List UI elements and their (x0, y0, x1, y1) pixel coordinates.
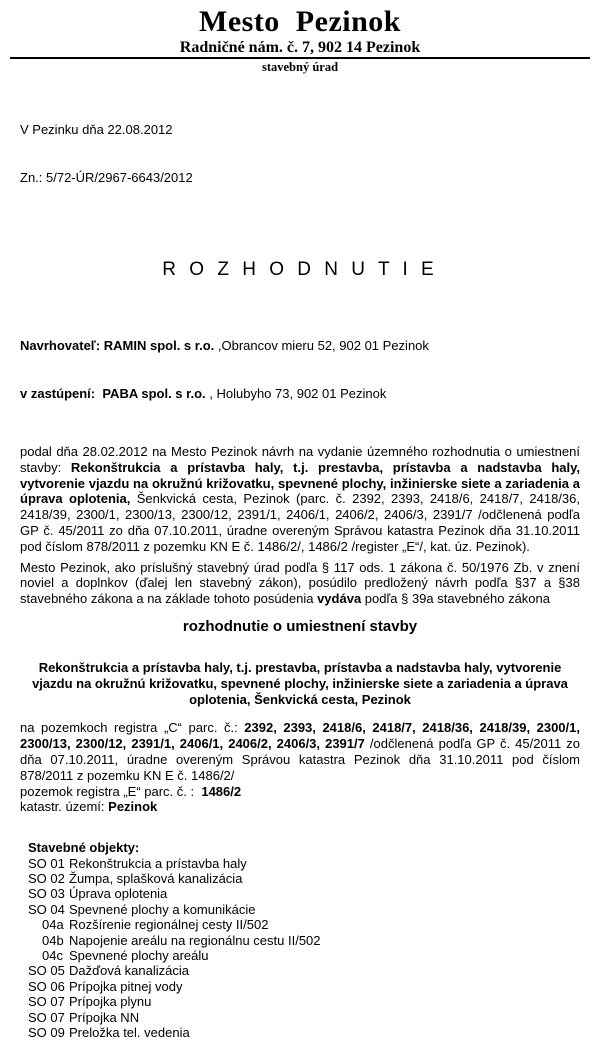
object-row (20, 948, 580, 963)
parcels-register-c-note: /odčlenená podľa GP č. 45/2011 zo dňa 07.10.2011, úradne overeným Správou katastra Pezinok dňa 31.10.2011 pod číslom 878/2011 z pozemku KN E č. 1486/2/ (20, 736, 580, 783)
object-code: SO 05 (28, 963, 65, 979)
authority-paragraph (20, 560, 580, 607)
applicant-address: ,Obrancov mieru 52, 902 01 Pezinok (214, 338, 429, 353)
object-label: Žumpa, splašková kanalizácia (69, 871, 243, 887)
object-label: Spevnené plochy areálu (69, 948, 209, 964)
document-info (20, 90, 580, 218)
object-row (20, 1025, 580, 1040)
applicant-line (20, 338, 580, 354)
object-code: 04a (42, 917, 64, 933)
proposal-intro: podal dňa 28.02.2012 na Mesto Pezinok návrh na vydanie územného rozhodnutia o umiestnení stavby: (20, 444, 580, 475)
object-row (20, 856, 580, 871)
object-row (20, 1010, 580, 1025)
object-code: SO 02 (28, 871, 65, 887)
object-code: SO 01 (28, 855, 65, 871)
objects-list (20, 856, 580, 1041)
date-line: V Pezinku dňa 22.08.2012 (20, 122, 173, 137)
representative-line (20, 386, 580, 402)
register-e-number: 1486/2 (201, 783, 242, 799)
object-label: Úprava oplotenia (69, 886, 168, 902)
object-label: Preložka tel. vedenia (69, 1025, 190, 1041)
issues-word: vydáva (317, 591, 362, 607)
header-address: Radničné nám. č. 7, 902 14 Pezinok (179, 39, 421, 56)
representative-address: , Holubyho 73, 902 01 Pezinok (209, 386, 387, 401)
object-row (20, 933, 580, 948)
register-e-label: pozemok registra „E“ parc. č. : (20, 783, 202, 799)
building-objects-section (20, 840, 580, 1040)
object-label: Prípojka pitnej vody (69, 978, 183, 994)
authority-intro: Mesto Pezinok, ako príslušný stavebný úrad podľa § 117 ods. 1 zákona č. 50/1976 Zb. v znení noviel a doplnkov (ďalej len stavebný zákon), posúdilo predložený návrh podľa §37 a §38 stavebného zákona a na základe tohoto posúdenia (20, 559, 580, 607)
object-row (20, 917, 580, 932)
cadastral-label: katastr. území: (20, 799, 109, 815)
subject-block: Rekonštrukcia a prístavba haly, t.j. prestavba, prístavba a nadstavba haly, vytvorenie vjazdu na okružnú križovatku, spevnené plochy, inžinierske siete a zariadenia a úprava oplotenia, Šenkvická cesta, Pezinok (32, 659, 568, 707)
object-label: Prípojka NN (69, 1009, 140, 1025)
object-label: Dažďová kanalizácia (69, 963, 189, 979)
parcels-paragraph (20, 720, 580, 783)
object-row (20, 963, 580, 978)
representative-name: v zastúpení: PABA spol. s r.o. (20, 386, 210, 401)
proposal-parcels: Šenkvická cesta, Pezinok (parc. č. 2392, 2393, 2418/6, 2418/7, 2418/36, 2418/39, 2300/1, 2300/13, 2300/12, 2391/1, 2406/1, 2406/2, 2406/3, 2391/7 /odčlenená podľa GP č. 45/2011 zo dňa 07.10.2011, úradne overeným Správou katastra Pezinok dňa 31.10.2011 pod číslom 878/2011 z pozemku KN E č. 1486/2/, 1486/2 /register „E“/, kat. úz. Pezinok). (20, 491, 580, 554)
object-label: Napojenie areálu na regionálnu cestu II/502 (69, 932, 321, 948)
cadastral-value: Pezinok (108, 799, 158, 815)
document-header (20, 6, 580, 75)
object-code: SO 06 (28, 978, 65, 994)
objects-heading: Stavebné objekty: (28, 840, 140, 856)
object-row (20, 886, 580, 901)
applicant-name: Navrhovateľ: RAMIN spol. s r.o. (20, 338, 215, 353)
object-code: SO 09 (28, 1025, 65, 1041)
department-label: stavebný úrad (261, 60, 339, 74)
register-e-line (20, 784, 580, 800)
object-code: SO 03 (28, 886, 65, 902)
object-code: SO 04 (28, 901, 65, 917)
cadastral-line (20, 799, 580, 815)
decision-title: R O Z H O D N U T I E (162, 259, 438, 280)
object-row (20, 979, 580, 994)
header-divider (10, 57, 590, 59)
object-label: Rekonštrukcia a prístavba haly (69, 855, 247, 871)
applicant-block (20, 306, 580, 434)
parcels-register-c-numbers: 2392, 2393, 2418/6, 2418/7, 2418/36, 2418/39, 2300/1, 2300/13, 2300/12, 2391/1, 2406/1, 2406/2, 2406/3, 2391/7 (20, 720, 580, 752)
object-code: 04b (42, 932, 64, 948)
object-row (20, 871, 580, 886)
page-title: Mesto Pezinok (199, 5, 401, 38)
object-row (20, 902, 580, 917)
object-code: SO 07 (28, 994, 65, 1010)
reference-number: Zn.: 5/72-ÚR/2967-6643/2012 (20, 170, 193, 185)
decision-subheading: rozhodnutie o umiestnení stavby (182, 617, 418, 635)
object-label: Spevnené plochy a komunikácie (69, 901, 256, 917)
object-label: Rozšírenie regionálnej cesty II/502 (69, 917, 269, 933)
proposal-construction-name: Rekonštrukcia a prístavba haly, t.j. prestavba, prístavba a nadstavba haly, vytvorenie vjazdu na okružnú križovatku, spevnené plochy, inžinierske siete a zariadenia a úprava oplotenia, (20, 459, 580, 507)
parcels-register-c-label: na pozemkoch registra „C“ parc. č.: (20, 720, 245, 736)
object-label: Prípojka plynu (69, 994, 152, 1010)
object-row (20, 994, 580, 1009)
object-code: 04c (42, 948, 63, 964)
object-code: SO 07 (28, 1009, 65, 1025)
proposal-paragraph (20, 444, 580, 555)
authority-legal-basis: podľa § 39a stavebného zákona (361, 591, 551, 607)
